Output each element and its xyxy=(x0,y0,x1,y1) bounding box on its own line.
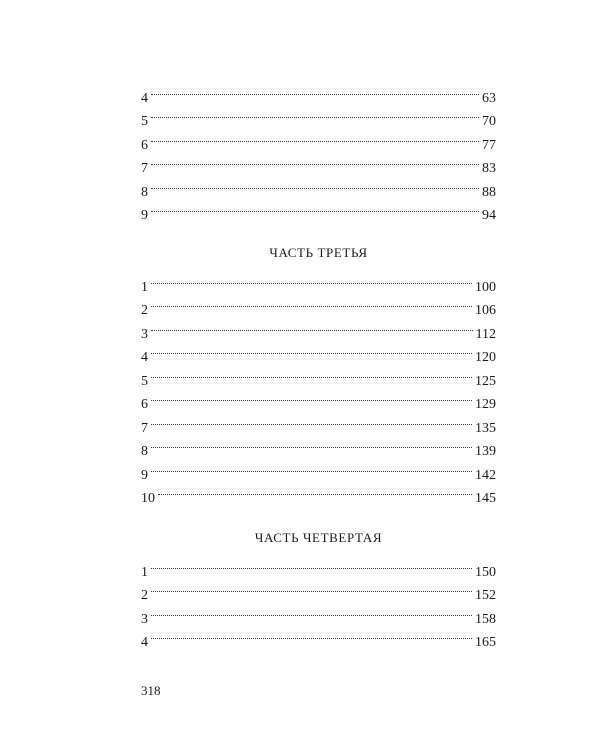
chapter-number: 8 xyxy=(141,444,148,459)
chapter-number: 4 xyxy=(141,635,148,650)
page-reference: 112 xyxy=(475,326,496,342)
toc-entry xyxy=(141,314,496,342)
page-reference: 100 xyxy=(475,279,496,295)
chapter-number: 10 xyxy=(141,491,155,506)
chapter-number: 6 xyxy=(141,137,148,153)
toc-entry xyxy=(141,196,496,223)
page-reference: 129 xyxy=(475,397,496,412)
leader-dots xyxy=(151,432,472,456)
leader-dots xyxy=(151,149,479,173)
leader-dots xyxy=(151,361,472,385)
leader-dots xyxy=(151,291,472,315)
page-reference: 83 xyxy=(482,161,496,176)
chapter-number: 9 xyxy=(141,467,148,483)
page-reference: 70 xyxy=(482,114,496,129)
toc-entry xyxy=(141,599,496,627)
leader-dots xyxy=(151,552,472,576)
toc-entry xyxy=(141,623,496,650)
leader-dots xyxy=(151,196,479,220)
chapter-number: 5 xyxy=(141,373,148,389)
leader-dots xyxy=(151,576,472,600)
chapter-number: 8 xyxy=(141,184,148,200)
chapter-number: 3 xyxy=(141,326,148,342)
chapter-number: 7 xyxy=(141,420,148,436)
leader-dots xyxy=(151,408,472,432)
leader-dots xyxy=(151,385,472,409)
chapter-number: 3 xyxy=(141,611,148,627)
toc-entry xyxy=(141,552,496,580)
page-reference: 165 xyxy=(475,635,496,650)
page-reference: 150 xyxy=(475,564,496,580)
chapter-number: 2 xyxy=(141,588,148,603)
toc-entry xyxy=(141,78,496,106)
page-reference: 88 xyxy=(482,184,496,200)
leader-dots xyxy=(151,338,472,362)
chapter-number: 9 xyxy=(141,208,148,223)
chapter-number: 2 xyxy=(141,303,148,318)
toc-entry xyxy=(141,267,496,295)
toc-entry xyxy=(141,338,496,365)
toc-entry xyxy=(141,102,496,129)
leader-dots xyxy=(151,599,472,623)
toc-entry xyxy=(141,408,496,436)
page-reference: 142 xyxy=(475,467,496,483)
page-reference: 145 xyxy=(475,491,496,506)
part-four-heading: ЧАСТЬ ЧЕТВЕРТАЯ xyxy=(254,530,383,545)
toc-entry xyxy=(141,479,496,506)
toc-entry xyxy=(141,432,496,459)
leader-dots xyxy=(151,102,479,126)
toc-entry xyxy=(141,361,496,389)
toc-entry xyxy=(141,125,496,153)
chapter-number: 4 xyxy=(141,90,148,106)
page-reference: 135 xyxy=(475,420,496,436)
page-reference: 77 xyxy=(482,137,496,153)
toc-entry xyxy=(141,455,496,483)
page-reference: 94 xyxy=(482,208,496,223)
page-reference: 158 xyxy=(475,611,496,627)
leader-dots xyxy=(151,267,472,291)
toc-part-four-list xyxy=(141,552,496,650)
page-reference: 63 xyxy=(482,90,496,106)
leader-dots xyxy=(158,479,472,503)
toc-entry xyxy=(141,149,496,176)
toc-part-two-list xyxy=(141,78,496,223)
leader-dots xyxy=(151,314,473,338)
page-reference: 152 xyxy=(475,588,496,603)
chapter-number: 1 xyxy=(141,564,148,580)
page-reference: 125 xyxy=(475,373,496,389)
toc-part-three-list xyxy=(141,267,496,506)
chapter-number: 7 xyxy=(141,161,148,176)
toc-entry xyxy=(141,576,496,603)
toc-entry xyxy=(141,385,496,412)
chapter-number: 6 xyxy=(141,397,148,412)
page-number: 318 xyxy=(141,683,161,698)
leader-dots xyxy=(151,125,479,149)
page-reference: 120 xyxy=(475,350,496,365)
leader-dots xyxy=(151,78,479,102)
part-three-heading: ЧАСТЬ ТРЕТЬЯ xyxy=(269,245,368,260)
page-reference: 106 xyxy=(475,303,496,318)
chapter-number: 4 xyxy=(141,350,148,365)
chapter-number: 1 xyxy=(141,279,148,295)
chapter-number: 5 xyxy=(141,114,148,129)
leader-dots xyxy=(151,455,472,479)
leader-dots xyxy=(151,623,472,647)
toc-entry xyxy=(141,291,496,318)
toc-entry xyxy=(141,172,496,200)
leader-dots xyxy=(151,172,479,196)
page-reference: 139 xyxy=(475,444,496,459)
